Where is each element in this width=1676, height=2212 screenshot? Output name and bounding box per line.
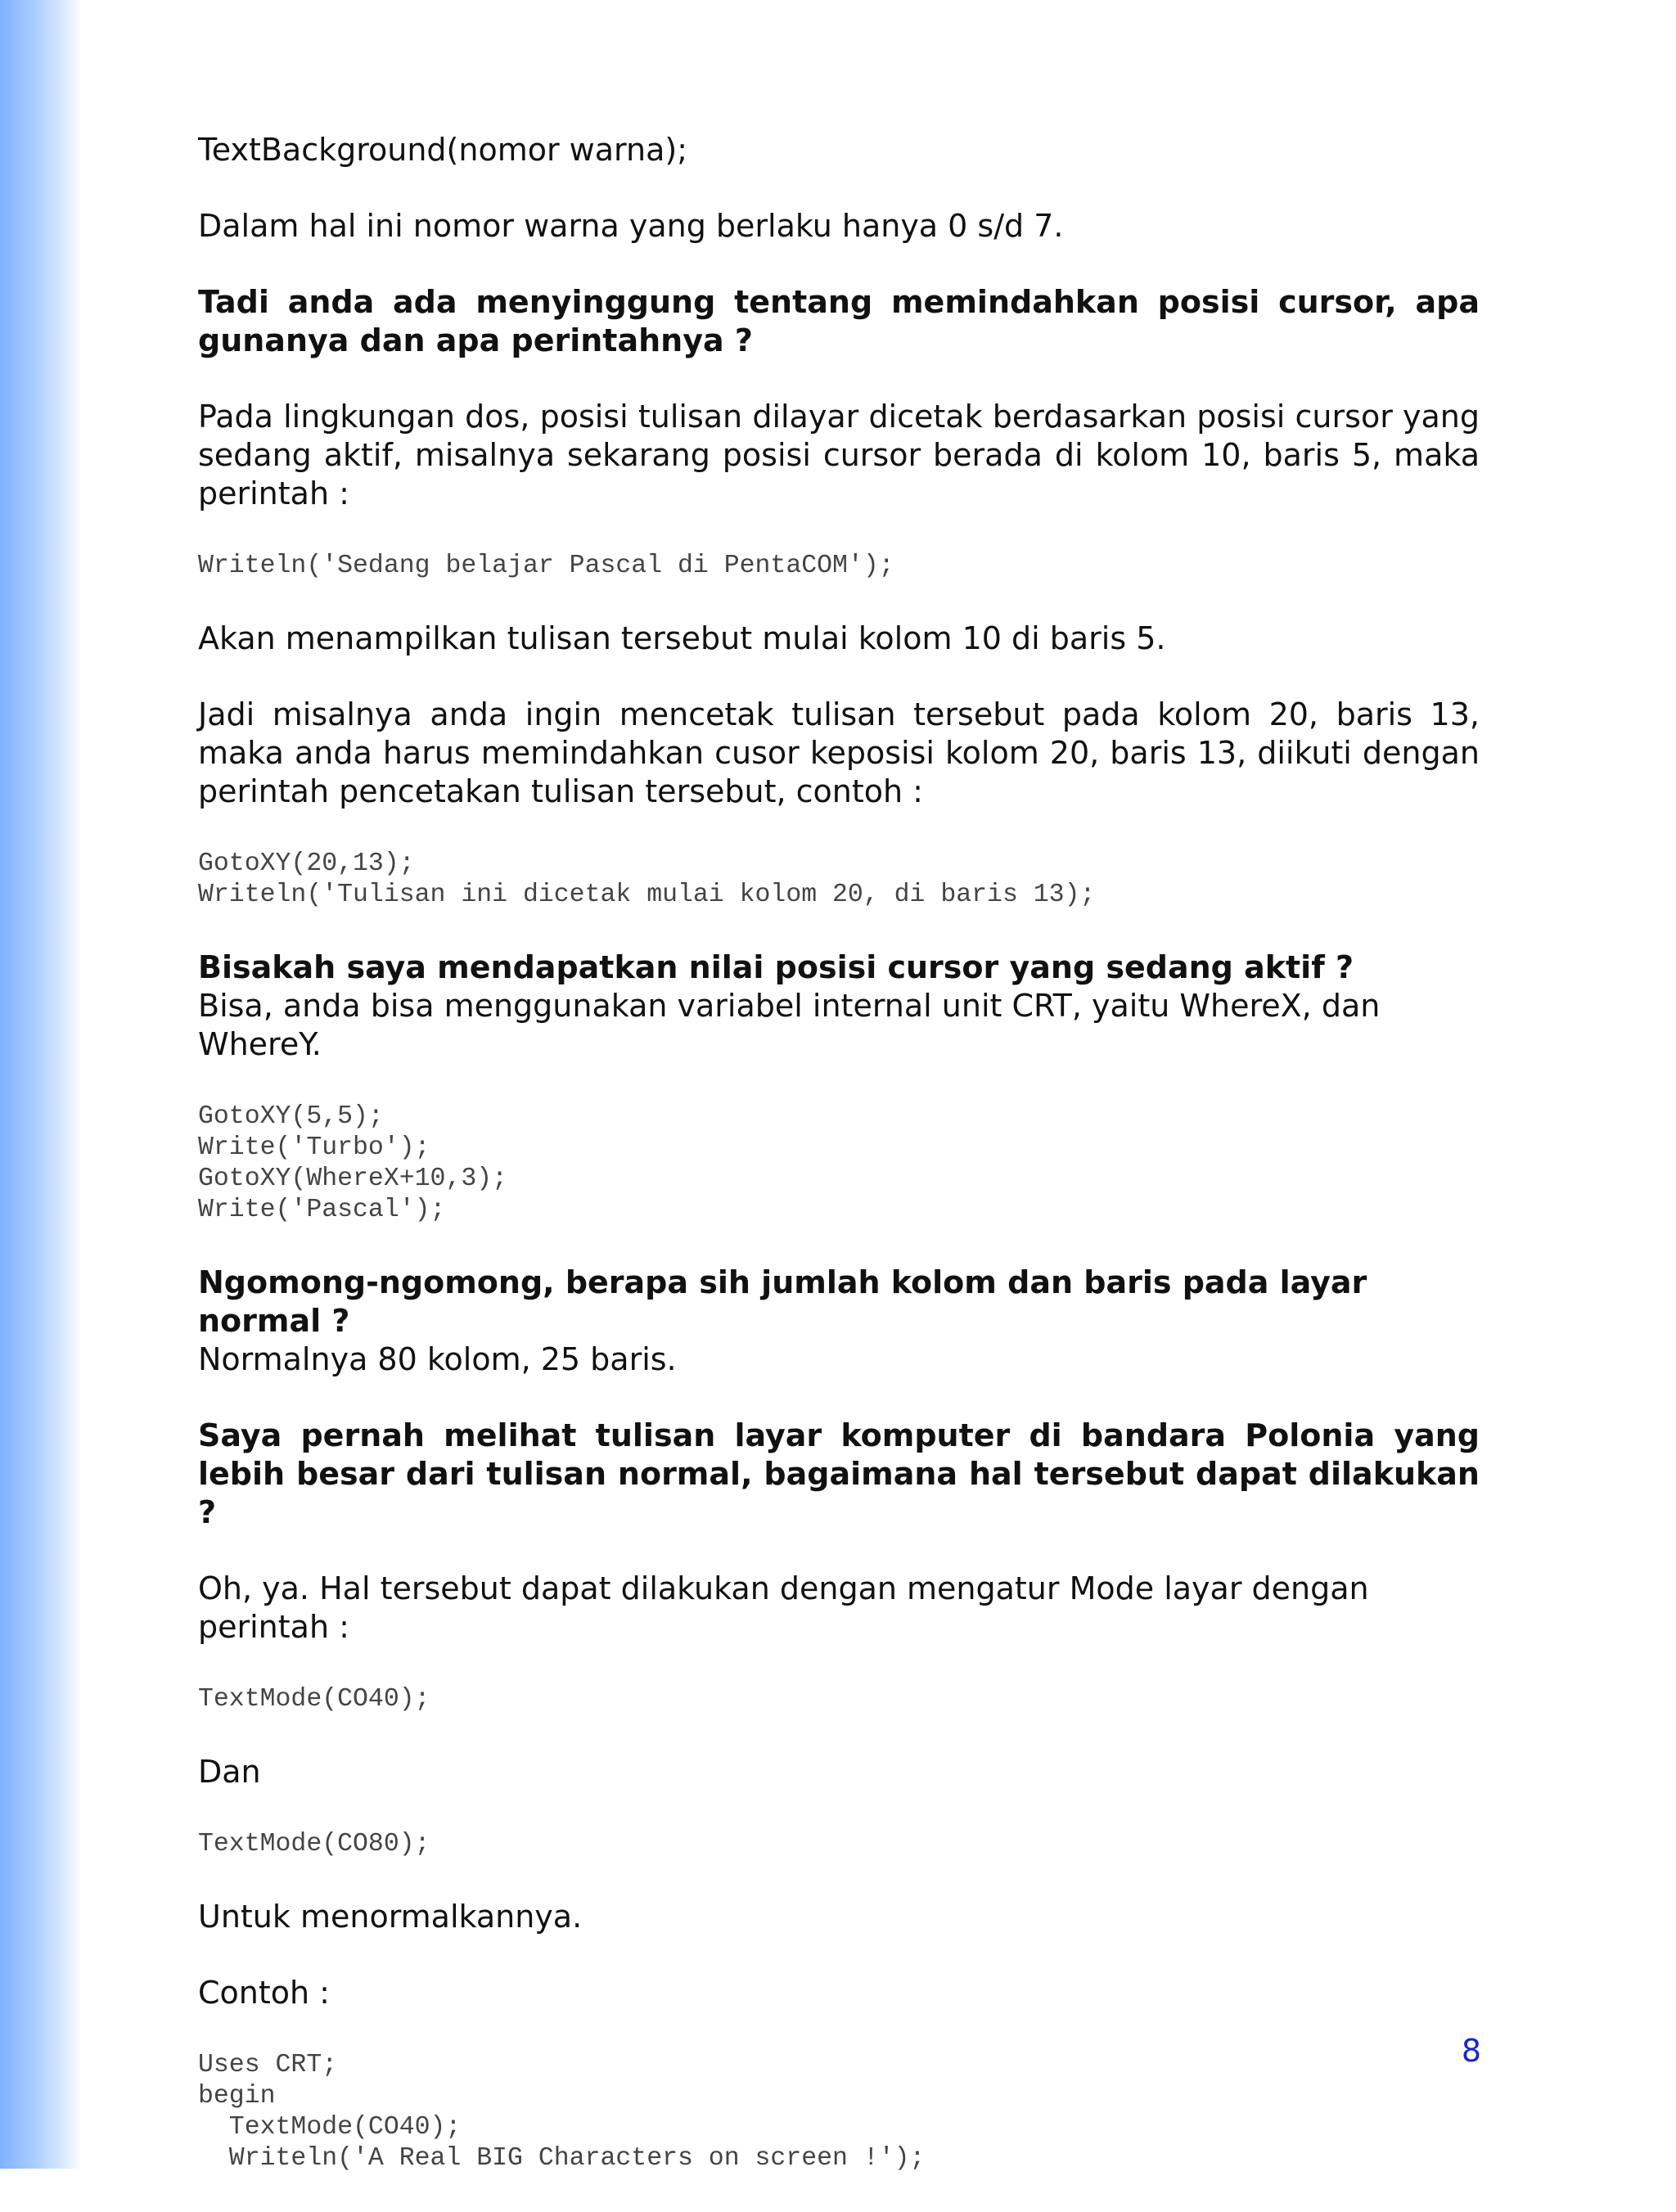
code-line: TextMode(CO40); [198, 2113, 462, 2142]
code-block-textmode-co40 [198, 1684, 1480, 1715]
code-line: Uses CRT; [198, 2051, 338, 2079]
code-line: GotoXY(5,5); [198, 1102, 384, 1131]
code-line: Write('Turbo'); [198, 1133, 430, 1162]
code-line: Write('Pascal'); [198, 1196, 446, 1224]
question-cursor-move: Tadi anda ada menyinggung tentang memindahkan posisi cursor, apa gunanya dan apa perintahnya ? [198, 284, 1480, 358]
question-big-text: Saya pernah melihat tulisan layar komputer di bandara Polonia yang lebih besar dari tulisan normal, bagaimana hal tersebut dapat dilakukan ? [198, 1417, 1480, 1530]
text-dan: Dan [198, 1754, 261, 1790]
side-gradient-stripe [0, 0, 82, 2169]
question-screen-size: Ngomong-ngomong, berapa sih jumlah kolom dan baris pada layar normal ? [198, 1264, 1367, 1339]
page-number: 8 [1461, 2033, 1481, 2069]
code-line: GotoXY(20,13); [198, 849, 415, 878]
code-line: TextMode(CO40); [198, 1685, 430, 1714]
code-block-gotoxy [198, 849, 1480, 911]
answer-textmode: Oh, ya. Hal tersebut dapat dilakukan dengan mengatur Mode layar dengan perintah : [198, 1570, 1369, 1645]
text-example-label: Contoh : [198, 1975, 330, 2011]
code-line: Writeln('A Real BIG Characters on screen !'); [198, 2144, 926, 2173]
code-line: Writeln('Tulisan ini dicetak mulai kolom 20, di baris 13); [198, 881, 1096, 909]
code-block-writeln [198, 551, 1480, 582]
code-block-example [198, 2050, 1480, 2174]
paragraph-display-result: Akan menampilkan tulisan tersebut mulai kolom 10 di baris 5. [198, 620, 1166, 656]
code-line: Writeln('Sedang belajar Pascal di PentaCOM'); [198, 552, 894, 580]
paragraph-cursor-position: Pada lingkungan dos, posisi tulisan dilayar dicetak berdasarkan posisi cursor yang sedang aktif, misalnya sekarang posisi cursor berada di kolom 10, baris 5, maka perintah : [198, 399, 1480, 511]
code-reference-text: TextBackground(nomor warna); [198, 132, 687, 168]
code-line: TextMode(CO80); [198, 1830, 430, 1858]
code-block-textmode-co80 [198, 1829, 1480, 1860]
question-cursor-value: Bisakah saya mendapatkan nilai posisi cursor yang sedang aktif ? [198, 949, 1354, 985]
text-normalize: Untuk menormalkannya. [198, 1899, 583, 1935]
code-block-wherex [198, 1101, 1480, 1226]
answer-screen-size: Normalnya 80 kolom, 25 baris. [198, 1341, 677, 1377]
code-line: GotoXY(WhereX+10,3); [198, 1165, 508, 1193]
code-line: begin [198, 2082, 276, 2111]
paragraph-color-range: Dalam hal ini nomor warna yang berlaku hanya 0 s/d 7. [198, 208, 1064, 244]
paragraph-gotoxy-explain: Jadi misalnya anda ingin mencetak tulisan tersebut pada kolom 20, baris 13, maka anda harus memindahkan cusor keposisi kolom 20, baris 13, diikuti dengan perintah pencetakan tulisan tersebut, contoh : [198, 696, 1480, 809]
document-body [198, 131, 1480, 2212]
answer-wherex-wherey: Bisa, anda bisa menggunakan variabel internal unit CRT, yaitu WhereX, dan WhereY. [198, 988, 1381, 1062]
